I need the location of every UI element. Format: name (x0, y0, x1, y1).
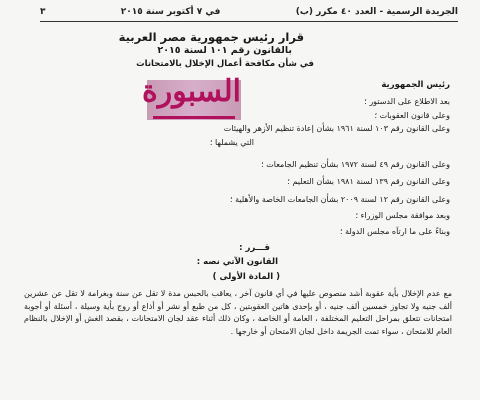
president-heading: رئيس الجمهورية (381, 80, 450, 90)
logo-text: السبورة (142, 74, 241, 109)
decree-word: قـــرر : (239, 243, 270, 253)
watermark-logo (142, 74, 241, 122)
decree-number: بالقانون رقم ١٠١ لسنة ٢٠١٥ (157, 45, 292, 56)
recital: وبعد موافقة مجلس الوزراء ؛ (355, 211, 450, 220)
page-header (40, 4, 458, 20)
recital: وعلى القانون رقم ١٣٩ لسنة ١٩٨١ بشأن التعليم ؛ (287, 177, 450, 186)
recital: وعلى القانون رقم ١٢ لسنة ٢٠٠٩ بشأن الجامعات الخاصة والأهلية ؛ (229, 195, 450, 204)
recital: التي يشملها ؛ (209, 138, 254, 147)
header-date: في ٧ أكتوبر سنة ٢٠١٥ (120, 7, 221, 17)
header-page-number: ٣ (40, 7, 46, 17)
header-divider (40, 21, 458, 22)
header-journal: الجريدة الرسمية - العدد ٤٠ مكرر (ب) (295, 7, 458, 17)
recital: وبناءً على ما ارتآه مجلس الدولة ؛ (339, 227, 450, 236)
logo-underline (153, 116, 235, 119)
recital: وعلى قانون العقوبات ؛ (374, 111, 450, 120)
article-body: مع عدم الإخلال بأية عقوبة أشد منصوص عليها في أي قانون آخر ، يعاقب بالحبس مدة لا تقل عن سنة وبغرامة لا تقل عن عشرين ألف جنيه ولا تجاوز خمسين ألف جنيه ، أو بإحدى هاتين العقوبتين ، كل من طبع أو نشر أو أذاع أو روج بأية وسيلة ، أسئلة أو أجوبة امتحانات تتعلق بمراحل التعليم المختلفة ، العامة أو الخاصة ، وكان ذلك أثناء عقد لجان الامتحانات ، بقصد الغش أو الإخلال بالنظام العام للامتحان ، سواء تمت الجريمة داخل لجان الامتحان أو خارجها . (24, 289, 452, 336)
recital: وعلى القانون رقم ١٠٣ لسنة ١٩٦١ بشأن إعادة تنظيم الأزهر والهيئات (223, 124, 450, 133)
recital: بعد الاطلاع على الدستور ؛ (364, 97, 450, 106)
article-label: ( المادة الأولى ) (212, 272, 280, 282)
recital: وعلى القانون رقم ٤٩ لسنة ١٩٧٢ بشأن تنظيم الجامعات ؛ (261, 160, 450, 169)
law-text-label: القانون الآتي نصه : (196, 257, 278, 267)
decree-subject: في شأن مكافحة أعمال الإخلال بالامتحانات (136, 59, 314, 69)
decree-title: قرار رئيس جمهورية مصر العربية (118, 30, 304, 44)
